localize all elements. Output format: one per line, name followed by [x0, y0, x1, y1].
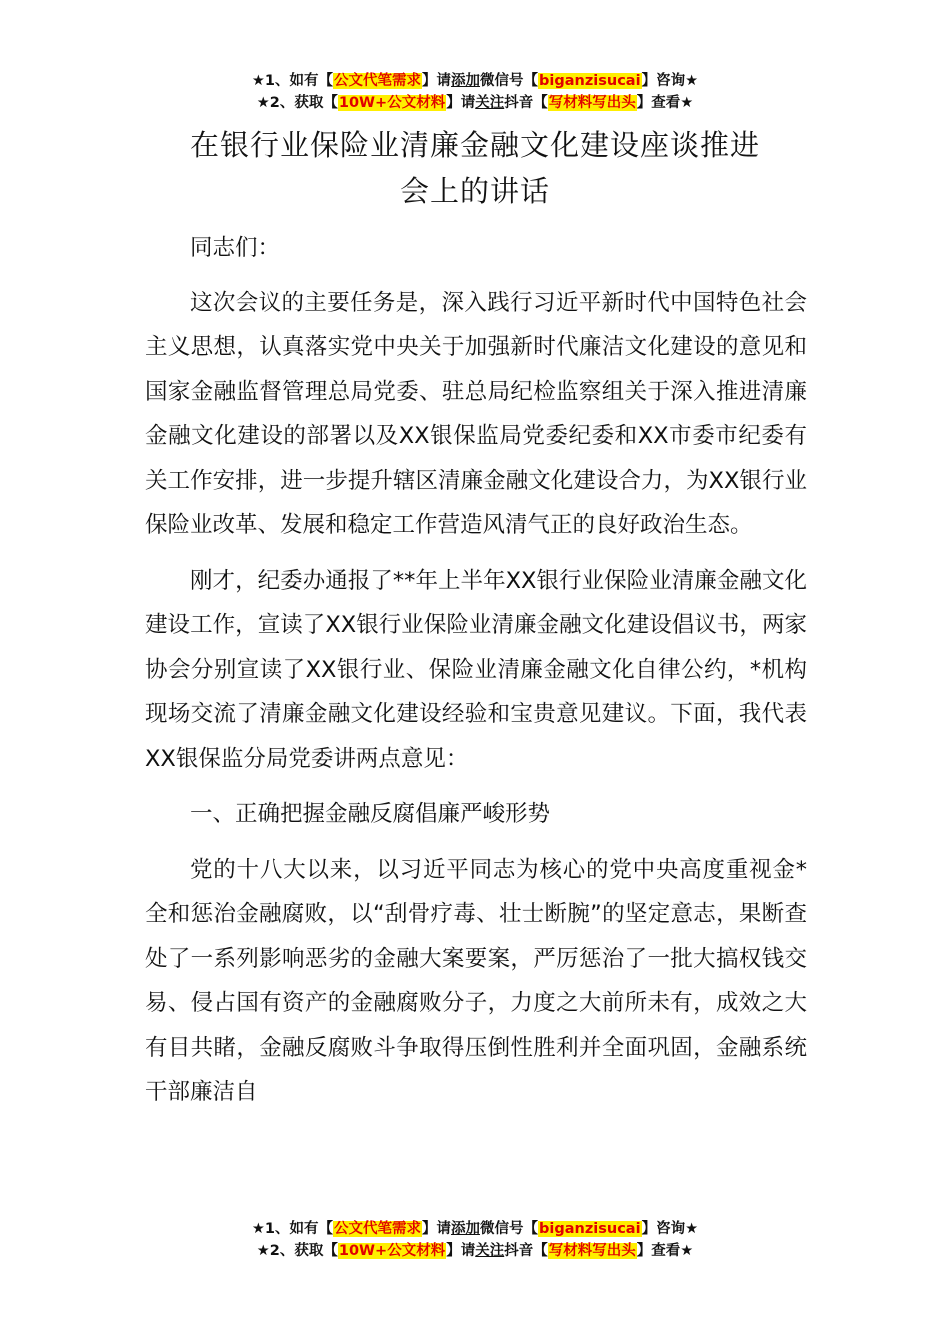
star-icon: ★: [251, 73, 265, 89]
promo-text: 2、获取【: [269, 95, 338, 111]
star-icon: ★: [680, 1243, 694, 1259]
promo-text: 抖音【: [504, 1243, 548, 1259]
highlight-text: 10W+公文材料: [338, 1243, 446, 1259]
promo-text: 】查看: [636, 1243, 681, 1259]
highlight-text: 公文代笔需求: [334, 1221, 422, 1237]
paragraph: 党的十八大以来，以习近平同志为核心的党中央高度重视金*全和惩治金融腐败，以“刮骨疗毒、壮士断腕”的坚定意志，果断查处了一系列影响恶劣的金融大案要案，严厉惩治了一批大搞权钱交易、侵占国有资产的金融腐败分子，力度之大前所未有，成效之大有目共睹，金融反腐败斗争取得压倒性胜利并全面巩固，金融系统干部廉洁自: [145, 856, 807, 1105]
promo-text: 】咨询: [641, 73, 686, 89]
star-icon: ★: [685, 1221, 699, 1237]
promo-text: 微信号【: [480, 73, 539, 89]
title-line-2: 会上的讲话: [399, 174, 550, 208]
star-icon: ★: [251, 1221, 265, 1237]
title-line-1: 在银行业保险业清廉金融文化建设座谈推进: [189, 128, 760, 162]
promo-text: 微信号【: [480, 1221, 539, 1237]
highlight-text: biganzisucai: [539, 1221, 641, 1237]
highlight-text: 写材料写出头: [548, 95, 636, 111]
promo-text: 】请: [446, 95, 476, 111]
promo-text: 抖音【: [504, 95, 548, 111]
document-body: [145, 226, 807, 1115]
promo-line-2: [0, 1240, 950, 1262]
footer-promo-banner: [0, 1218, 950, 1262]
promo-line-2: [0, 92, 950, 114]
underlined-text: 添加: [451, 1221, 481, 1237]
promo-text: 】咨询: [641, 1221, 686, 1237]
star-icon: ★: [685, 73, 699, 89]
salutation: 同志们：: [190, 235, 281, 261]
highlight-text: 公文代笔需求: [334, 73, 422, 89]
promo-text: 1、如有【: [264, 73, 334, 89]
underlined-text: 关注: [475, 1243, 505, 1259]
promo-line-1: [0, 70, 950, 92]
promo-text: 1、如有【: [264, 1221, 334, 1237]
section-heading: 一、正确把握金融反腐倡廉严峻形势: [190, 801, 551, 827]
paragraph: 刚才，纪委办通报了**年上半年XX银行业保险业清廉金融文化建设工作，宣读了XX银行业保险业清廉金融文化建设倡议书，两家协会分别宣读了XX银行业、保险业清廉金融文化自律公约，*机构现场交流了清廉金融文化建设经验和宝贵意见建议。下面，我代表XX银保监分局党委讲两点意见：: [145, 567, 807, 772]
promo-text: 2、获取【: [269, 1243, 338, 1259]
document-title: [120, 122, 830, 214]
promo-text: 】请: [446, 1243, 476, 1259]
star-icon: ★: [256, 95, 270, 111]
promo-text: 】查看: [636, 95, 681, 111]
paragraph: 这次会议的主要任务是，深入践行习近平新时代中国特色社会主义思想，认真落实党中央关于加强新时代廉洁文化建设的意见和国家金融监督管理总局党委、驻总局纪检监察组关于深入推进清廉金融文化建设的部署以及XX银保监局党委纪委和XX市委市纪委有关工作安排，进一步提升辖区清廉金融文化建设合力，为XX银行业保险业改革、发展和稳定工作营造风清气正的良好政治生态。: [145, 289, 807, 538]
star-icon: ★: [256, 1243, 270, 1259]
promo-text: 】请: [422, 73, 452, 89]
promo-text: 】请: [422, 1221, 452, 1237]
highlight-text: biganzisucai: [539, 73, 641, 89]
promo-line-1: [0, 1218, 950, 1240]
underlined-text: 关注: [475, 95, 505, 111]
star-icon: ★: [680, 95, 694, 111]
highlight-text: 10W+公文材料: [338, 95, 446, 111]
header-promo-banner: [0, 70, 950, 114]
underlined-text: 添加: [451, 73, 481, 89]
highlight-text: 写材料写出头: [548, 1243, 636, 1259]
